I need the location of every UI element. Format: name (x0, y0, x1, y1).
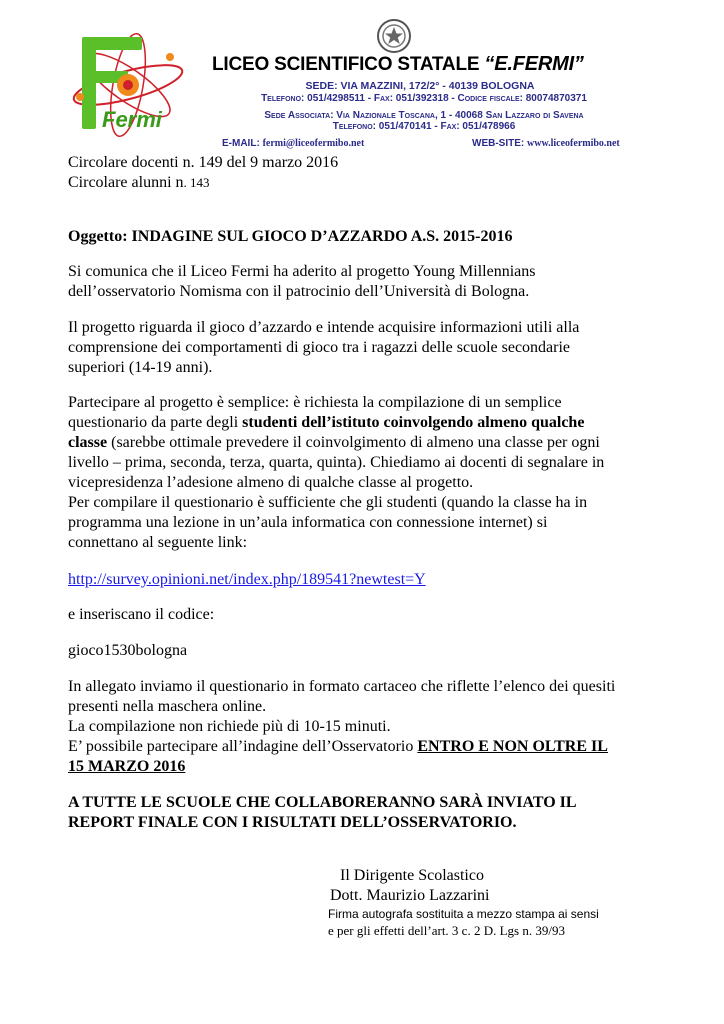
email-label: E-MAIL: (222, 138, 260, 149)
logo-text: Fermi (102, 107, 162, 132)
paragraph-3-line-3 (68, 433, 600, 453)
circular-students-prefix: Circolare alunni n (68, 174, 184, 191)
email-line (222, 138, 364, 149)
paragraph-3-line-2-text: questionario da parte degli (68, 414, 243, 431)
paragraph-2-line-2: comprensione dei comportamenti di gioco tra i ragazzi delle scuole secondarie (68, 339, 571, 356)
paragraph-3-line-5: vicepresidenza l’adesione almeno di qualche classe al progetto. (68, 474, 474, 491)
paragraph-5-line-2: presenti nella maschera online. (68, 698, 267, 715)
website-label: WEB-SITE: (472, 138, 525, 149)
school-name-emph: “E.FERMI” (484, 53, 584, 75)
deadline-part-1: ENTRO E NON OLTRE IL (417, 738, 608, 755)
website-line (472, 138, 620, 149)
paragraph-4-line-3: connettano al seguente link: (68, 534, 248, 551)
republic-emblem-icon (376, 18, 412, 54)
code-label: e inseriscano il codice: (68, 606, 215, 623)
circular-teachers: Circolare docenti n. 149 del 9 marzo 2016 (68, 154, 339, 171)
paragraph-2-line-1: Il progetto riguarda il gioco d’azzardo e intende acquisire informazioni utili alla (68, 319, 580, 336)
paragraph-5-line-4-text: E’ possibile partecipare all’indagine dell’Osservatorio (68, 738, 418, 755)
paragraph-5-line-3: La compilazione non richiede più di 10-15 minuti. (68, 718, 391, 735)
paragraph-3-line-3-bold: classe (68, 434, 108, 451)
paragraph-3-line-1: Partecipare al progetto è semplice: è richiesta la compilazione di un semplice (68, 394, 562, 411)
signature-name: Dott. Maurizio Lazzarini (330, 887, 490, 904)
paragraph-4-line-1: Per compilare il questionario è sufficiente che gli studenti (quando la classe ha in (68, 494, 588, 511)
subject-line: Oggetto: INDAGINE SUL GIOCO D’AZZARDO A.S. 2015-2016 (68, 228, 513, 245)
deadline-part-2: 15 MARZO 2016 (68, 758, 186, 775)
school-logo (68, 27, 188, 139)
paragraph-3-line-2-bold: studenti dell’istituto coinvolgendo almeno qualche (242, 414, 585, 431)
paragraph-3-line-2 (68, 413, 584, 433)
school-phone-main: Telefono: 051/4298511 - Fax: 051/392318 - Codice fiscale: 80074870371 (261, 93, 587, 104)
email-link[interactable]: fermi@liceofermibo.net (262, 138, 365, 149)
final-notice-line-2: REPORT FINALE CON I RISULTATI DELL’OSSERVATORIO. (68, 814, 517, 831)
signature-note-line-2: e per gli effetti dell’art. 3 c. 2 D. Lgs n. 39/93 (328, 923, 565, 938)
paragraph-1-line-2: dell’osservatorio Nomisma con il patrocinio dell’Università di Bologna. (68, 283, 530, 300)
paragraph-3-line-3-text: (sarebbe ottimale prevedere il coinvolgimento di almeno una classe per ogni (107, 434, 600, 451)
associated-phone: Telefono: 051/470141 - Fax: 051/478966 (332, 121, 516, 132)
signature-note-line-1: Firma autografa sostituita a mezzo stampa ai sensi (328, 907, 599, 921)
paragraph-3-line-4: livello – prima, seconda, terza, quarta, quinta). Chiediamo ai docenti di segnalare in (68, 454, 605, 471)
survey-code: gioco1530bologna (68, 642, 188, 659)
circular-students (68, 173, 210, 193)
paragraph-4-line-2: programma una lezione in un’aula informatica con connessione internet) si (68, 514, 548, 531)
paragraph-5-line-1: In allegato inviamo il questionario in formato cartaceo che riflette l’elenco dei quesiti (68, 678, 616, 695)
circular-students-number: . 143 (183, 175, 210, 190)
school-address: SEDE: VIA MAZZINI, 172/2° - 40139 BOLOGNA (305, 80, 535, 92)
associated-address: Sede Associata: Via Nazionale Toscana, 1 - 40068 San Lazzaro di Savena (264, 110, 584, 121)
final-notice-line-1: A TUTTE LE SCUOLE CHE COLLABORERANNO SARÀ INVIATO IL (68, 794, 577, 811)
paragraph-5-line-4 (68, 737, 608, 757)
school-name-text: LICEO SCIENTIFICO STATALE (212, 54, 480, 75)
survey-link[interactable]: http://survey.opinioni.net/index.php/189541?newtest=Y (68, 571, 426, 588)
paragraph-2-line-3: superiori (14-19 anni). (68, 359, 213, 376)
school-name (212, 53, 642, 76)
website-link[interactable]: www.liceofermibo.net (527, 138, 620, 149)
paragraph-1-line-1: Si comunica che il Liceo Fermi ha aderito al progetto Young Millennians (68, 263, 536, 280)
signature-role: Il Dirigente Scolastico (340, 867, 484, 884)
